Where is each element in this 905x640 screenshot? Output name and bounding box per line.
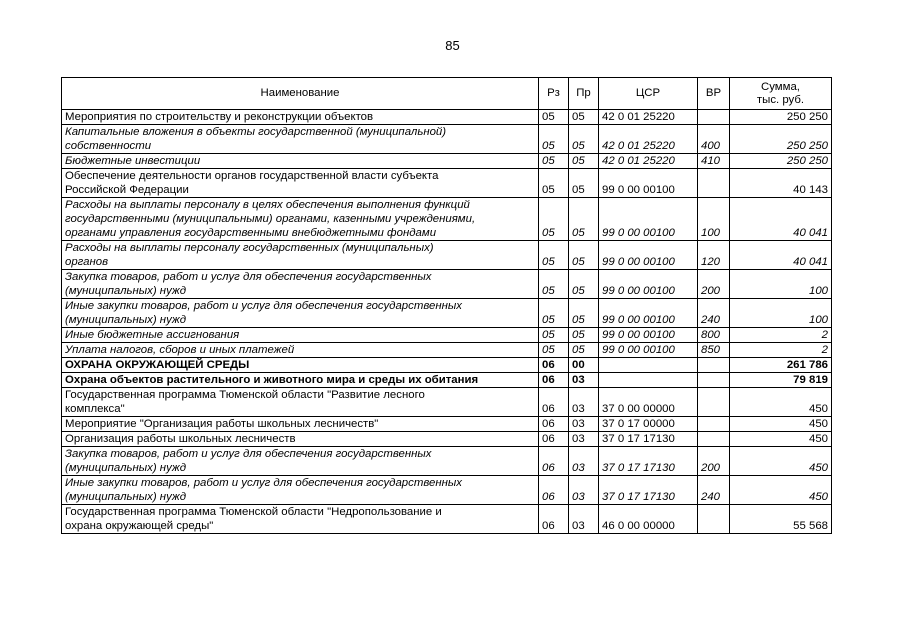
cell-pr: 03 xyxy=(569,417,599,432)
budget-table xyxy=(61,77,832,534)
table-row xyxy=(62,154,832,169)
cell-vr xyxy=(698,169,730,198)
cell-name xyxy=(62,241,539,270)
cell-pr: 05 xyxy=(569,328,599,343)
cell-vr xyxy=(698,358,730,373)
cell-csr: 37 0 17 00000 xyxy=(599,417,698,432)
table-header-row xyxy=(62,78,832,110)
cell-rz: 06 xyxy=(539,358,569,373)
header-sum-line1: Сумма, xyxy=(761,80,800,93)
cell-vr: 100 xyxy=(698,198,730,241)
cell-csr xyxy=(599,358,698,373)
cell-rz: 05 xyxy=(539,241,569,270)
cell-name-line: Иные закупки товаров, работ и услуг для обеспечения государственных xyxy=(65,477,462,489)
cell-sum: 450 xyxy=(730,447,832,476)
cell-csr: 37 0 17 17130 xyxy=(599,476,698,505)
cell-pr: 03 xyxy=(569,388,599,417)
cell-pr: 05 xyxy=(569,299,599,328)
cell-pr: 05 xyxy=(569,241,599,270)
table-row xyxy=(62,299,832,328)
cell-name-line: Закупка товаров, работ и услуг для обеспечения государственных xyxy=(65,271,432,283)
cell-name-line: Организация работы школьных лесничеств xyxy=(65,433,296,445)
cell-csr: 46 0 00 00000 xyxy=(599,505,698,534)
header-csr: ЦСР xyxy=(599,78,698,110)
cell-name-line: Охрана объектов растительного и животного мира и среды их обитания xyxy=(65,374,479,386)
cell-name-line: Иные бюджетные ассигнования xyxy=(65,329,240,341)
cell-name xyxy=(62,154,539,169)
cell-name xyxy=(62,476,539,505)
cell-name-line: Бюджетные инвестиции xyxy=(65,155,201,167)
cell-rz: 05 xyxy=(539,125,569,154)
cell-csr: 99 0 00 00100 xyxy=(599,270,698,299)
table-row xyxy=(62,343,832,358)
cell-name-line: Закупка товаров, работ и услуг для обеспечения государственных xyxy=(65,448,432,460)
cell-sum: 450 xyxy=(730,476,832,505)
cell-sum: 100 xyxy=(730,270,832,299)
table-row xyxy=(62,328,832,343)
cell-name xyxy=(62,125,539,154)
cell-pr: 05 xyxy=(569,270,599,299)
cell-name xyxy=(62,417,539,432)
cell-name-line: (муниципальных) нужд xyxy=(65,314,187,326)
cell-name-line: Российской Федерации xyxy=(65,184,189,196)
cell-csr: 99 0 00 00100 xyxy=(599,343,698,358)
cell-rz: 05 xyxy=(539,169,569,198)
cell-rz: 05 xyxy=(539,343,569,358)
cell-name xyxy=(62,432,539,447)
cell-name-line: государственными (муниципальными) органами, казенными учреждениями, xyxy=(65,213,476,225)
cell-vr: 800 xyxy=(698,328,730,343)
cell-pr: 00 xyxy=(569,358,599,373)
cell-vr: 200 xyxy=(698,270,730,299)
header-sum xyxy=(730,78,832,110)
cell-name-line: ОХРАНА ОКРУЖАЮЩЕЙ СРЕДЫ xyxy=(65,359,250,371)
cell-pr: 03 xyxy=(569,476,599,505)
cell-sum: 261 786 xyxy=(730,358,832,373)
cell-csr: 99 0 00 00100 xyxy=(599,198,698,241)
cell-rz: 06 xyxy=(539,447,569,476)
cell-name xyxy=(62,388,539,417)
cell-rz: 06 xyxy=(539,476,569,505)
cell-rz: 05 xyxy=(539,270,569,299)
cell-rz: 06 xyxy=(539,388,569,417)
cell-vr xyxy=(698,417,730,432)
cell-rz: 06 xyxy=(539,373,569,388)
cell-csr: 99 0 00 00100 xyxy=(599,299,698,328)
cell-sum: 79 819 xyxy=(730,373,832,388)
cell-name xyxy=(62,198,539,241)
cell-name xyxy=(62,270,539,299)
cell-vr: 240 xyxy=(698,476,730,505)
cell-name xyxy=(62,373,539,388)
header-sum-line2: тыс. руб. xyxy=(756,93,805,106)
table-row xyxy=(62,358,832,373)
header-vr: ВР xyxy=(698,78,730,110)
cell-name xyxy=(62,447,539,476)
cell-csr xyxy=(599,373,698,388)
cell-sum: 2 xyxy=(730,343,832,358)
header-name: Наименование xyxy=(62,78,539,110)
table-row xyxy=(62,169,832,198)
cell-rz: 05 xyxy=(539,328,569,343)
cell-sum: 450 xyxy=(730,432,832,447)
cell-pr: 03 xyxy=(569,432,599,447)
table-row xyxy=(62,198,832,241)
cell-csr: 42 0 01 25220 xyxy=(599,154,698,169)
table-row xyxy=(62,270,832,299)
cell-vr xyxy=(698,388,730,417)
cell-sum: 450 xyxy=(730,388,832,417)
cell-name-line: Уплата налогов, сборов и иных платежей xyxy=(65,344,295,356)
cell-name-line: Обеспечение деятельности органов государственной власти субъекта xyxy=(65,170,439,182)
cell-csr: 99 0 00 00100 xyxy=(599,169,698,198)
cell-sum: 250 250 xyxy=(730,110,832,125)
cell-vr: 120 xyxy=(698,241,730,270)
cell-vr xyxy=(698,505,730,534)
cell-pr: 03 xyxy=(569,505,599,534)
cell-pr: 05 xyxy=(569,125,599,154)
cell-vr xyxy=(698,110,730,125)
cell-name-line: (муниципальных) нужд xyxy=(65,285,187,297)
table-row xyxy=(62,110,832,125)
cell-sum: 55 568 xyxy=(730,505,832,534)
cell-name-line: (муниципальных) нужд xyxy=(65,491,187,503)
cell-rz: 05 xyxy=(539,154,569,169)
cell-sum: 100 xyxy=(730,299,832,328)
cell-sum: 450 xyxy=(730,417,832,432)
cell-sum: 2 xyxy=(730,328,832,343)
cell-csr: 37 0 17 17130 xyxy=(599,432,698,447)
table-row xyxy=(62,447,832,476)
table-row xyxy=(62,125,832,154)
cell-name xyxy=(62,110,539,125)
table-row xyxy=(62,388,832,417)
cell-name-line: собственности xyxy=(65,140,152,152)
cell-pr: 05 xyxy=(569,198,599,241)
cell-sum: 40 041 xyxy=(730,241,832,270)
cell-sum: 250 250 xyxy=(730,125,832,154)
table-body xyxy=(62,110,832,534)
cell-vr: 400 xyxy=(698,125,730,154)
table-row xyxy=(62,432,832,447)
cell-pr: 05 xyxy=(569,154,599,169)
cell-name-line: Мероприятие "Организация работы школьных лесничеств" xyxy=(65,418,379,430)
cell-vr xyxy=(698,432,730,447)
cell-sum: 40 143 xyxy=(730,169,832,198)
table-row xyxy=(62,417,832,432)
page-number: 85 xyxy=(445,38,460,53)
cell-vr xyxy=(698,373,730,388)
cell-name-line: Расходы на выплаты персоналу в целях обеспечения выполнения функций xyxy=(65,199,470,211)
cell-pr: 05 xyxy=(569,343,599,358)
cell-name xyxy=(62,505,539,534)
cell-rz: 05 xyxy=(539,198,569,241)
cell-name-line: охрана окружающей среды" xyxy=(65,520,214,532)
table-row xyxy=(62,505,832,534)
cell-vr: 240 xyxy=(698,299,730,328)
cell-name-line: органов xyxy=(65,256,109,268)
header-rz: Рз xyxy=(539,78,569,110)
cell-name xyxy=(62,328,539,343)
cell-name xyxy=(62,358,539,373)
cell-pr: 03 xyxy=(569,373,599,388)
cell-rz: 05 xyxy=(539,110,569,125)
cell-rz: 06 xyxy=(539,432,569,447)
cell-csr: 42 0 01 25220 xyxy=(599,125,698,154)
cell-rz: 05 xyxy=(539,299,569,328)
cell-name-line: Расходы на выплаты персоналу государственных (муниципальных) xyxy=(65,242,434,254)
cell-vr: 200 xyxy=(698,447,730,476)
cell-name xyxy=(62,299,539,328)
cell-name xyxy=(62,343,539,358)
cell-name-line: Государственная программа Тюменской области "Развитие лесного xyxy=(65,389,425,401)
table-row xyxy=(62,373,832,388)
cell-pr: 05 xyxy=(569,110,599,125)
table-row xyxy=(62,476,832,505)
cell-vr: 410 xyxy=(698,154,730,169)
cell-pr: 03 xyxy=(569,447,599,476)
cell-csr: 37 0 17 17130 xyxy=(599,447,698,476)
cell-csr: 42 0 01 25220 xyxy=(599,110,698,125)
cell-name-line: Мероприятия по строительству и реконструкции объектов xyxy=(65,111,374,123)
cell-rz: 06 xyxy=(539,505,569,534)
cell-name-line: Капитальные вложения в объекты государственной (муниципальной) xyxy=(65,126,447,138)
cell-name-line: Государственная программа Тюменской области "Недропользование и xyxy=(65,506,442,518)
cell-name-line: Иные закупки товаров, работ и услуг для обеспечения государственных xyxy=(65,300,462,312)
cell-sum: 40 041 xyxy=(730,198,832,241)
cell-rz: 06 xyxy=(539,417,569,432)
cell-csr: 99 0 00 00100 xyxy=(599,328,698,343)
cell-csr: 99 0 00 00100 xyxy=(599,241,698,270)
header-pr: Пр xyxy=(569,78,599,110)
cell-vr: 850 xyxy=(698,343,730,358)
cell-name-line: комплекса" xyxy=(65,403,125,415)
cell-name xyxy=(62,169,539,198)
cell-name-line: (муниципальных) нужд xyxy=(65,462,187,474)
cell-pr: 05 xyxy=(569,169,599,198)
cell-csr: 37 0 00 00000 xyxy=(599,388,698,417)
table-row xyxy=(62,241,832,270)
cell-sum: 250 250 xyxy=(730,154,832,169)
cell-name-line: органами управления государственными внебюджетными фондами xyxy=(65,227,437,239)
